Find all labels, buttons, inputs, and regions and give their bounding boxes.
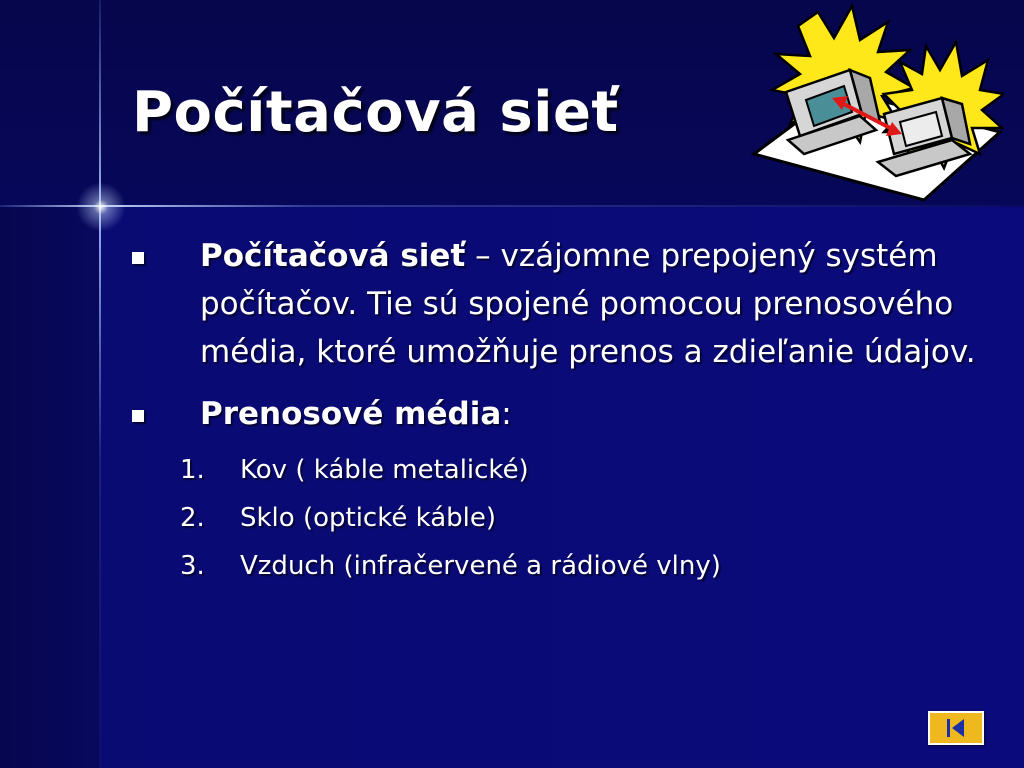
- media-list: [130, 446, 980, 590]
- bullet-text: – vzájomne prepojený systém počítačov. Tie sú spojené pomocou prenosového média, ktoré umožňuje prenos a zdieľanie údajov.: [200, 238, 976, 370]
- bullet-term: Počítačová sieť: [200, 238, 466, 274]
- list-text: Kov ( káble metalické): [240, 455, 529, 485]
- first-slide-button[interactable]: [928, 711, 984, 745]
- bullet-square-icon: [132, 252, 144, 264]
- vertical-accent-line: [99, 0, 101, 768]
- list-item: [130, 542, 980, 590]
- bullet-term: Prenosové média: [200, 396, 502, 432]
- bullet-text: :: [501, 396, 512, 432]
- list-text: Sklo (optické káble): [240, 503, 497, 533]
- list-text: Vzduch (infračervené a rádiové vlny): [240, 551, 721, 581]
- horizontal-accent-line: [0, 205, 1024, 207]
- skip-to-start-icon: [941, 716, 971, 740]
- bullet-definition: [130, 232, 980, 376]
- list-item: [130, 494, 980, 542]
- light-flare: [72, 178, 130, 236]
- list-number: 1.: [180, 455, 205, 485]
- slide-content: [130, 232, 980, 590]
- list-number: 3.: [180, 551, 205, 581]
- bullet-square-icon: [132, 410, 144, 422]
- list-number: 2.: [180, 503, 205, 533]
- networked-computers-icon: [748, 4, 1004, 204]
- slide-title: Počítačová sieť: [132, 80, 619, 145]
- bullet-media: [130, 390, 980, 438]
- list-item: [130, 446, 980, 494]
